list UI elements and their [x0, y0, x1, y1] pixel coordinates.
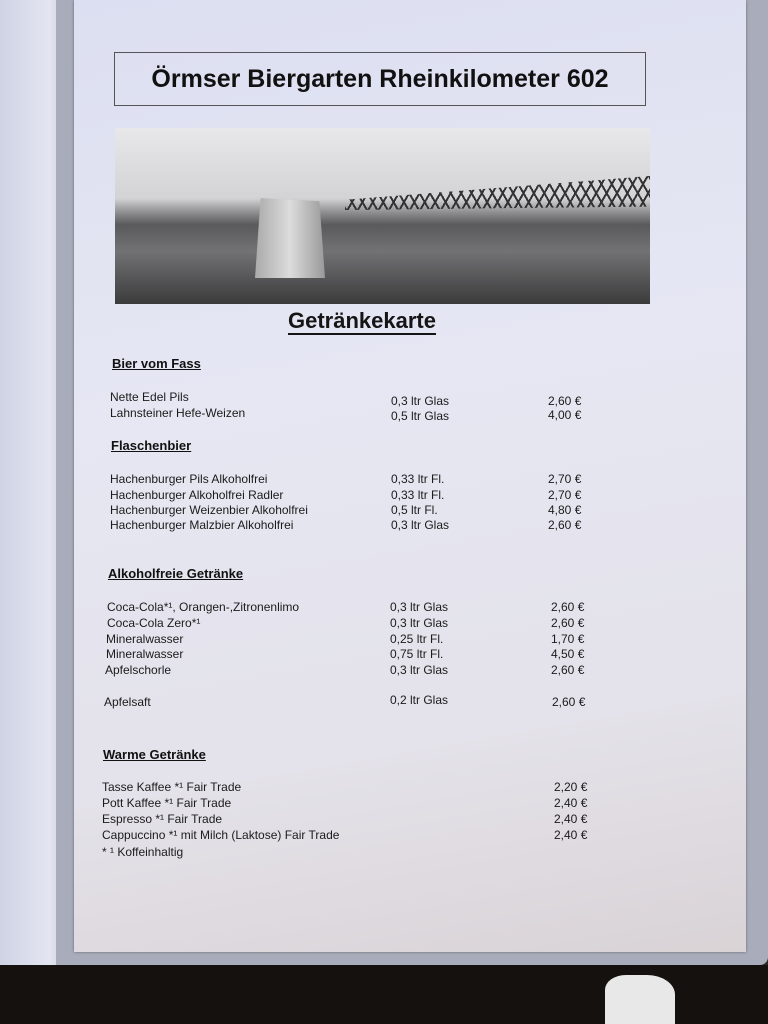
item-size: 0,3 ltr Glas — [390, 663, 449, 677]
item-name: Pott Kaffee *¹ Fair Trade — [102, 796, 232, 810]
item-price: 2,40 € — [554, 828, 588, 842]
item-price: 2,60 € — [548, 518, 582, 532]
menu-item — [0, 472, 768, 488]
item-size: 0,33 ltr Fl. — [391, 472, 445, 486]
item-size: 0,2 ltr Glas — [390, 693, 449, 707]
menu-title: Örmser Biergarten Rheinkilometer 602 — [114, 52, 646, 106]
item-name: Mineralwasser — [106, 632, 184, 646]
item-name: Apfelschorle — [105, 663, 172, 677]
item-price: 2,60 € — [552, 695, 586, 709]
item-price: 4,00 € — [548, 408, 582, 422]
item-price: 2,70 € — [548, 472, 582, 486]
menu-item — [0, 796, 768, 812]
section-heading: Warme Getränke — [103, 747, 206, 762]
menu-item — [0, 695, 768, 711]
item-name: Cappuccino *¹ mit Milch (Laktose) Fair Trade — [102, 828, 340, 842]
napkin — [605, 975, 675, 1024]
item-price: 2,40 € — [554, 812, 588, 826]
item-price: 2,60 € — [551, 616, 585, 630]
item-size: 0,5 ltr Fl. — [391, 503, 438, 517]
menu-item — [0, 632, 768, 648]
menu-item — [0, 488, 768, 504]
item-price: 2,60 € — [548, 394, 582, 408]
menu-item — [0, 647, 768, 663]
item-price: 2,40 € — [554, 796, 588, 810]
bridge-photo — [115, 128, 650, 304]
item-price: 1,70 € — [551, 632, 585, 646]
item-name: Mineralwasser — [106, 647, 184, 661]
item-name: Hachenburger Pils Alkoholfrei — [110, 472, 268, 486]
item-size: 0,3 ltr Glas — [391, 394, 450, 408]
footnote: * ¹ Koffeinhaltig — [102, 845, 184, 859]
item-size: 0,3 ltr Glas — [390, 600, 449, 614]
menu-item — [0, 663, 768, 679]
item-size: 0,5 ltr Glas — [391, 409, 450, 423]
item-name: Hachenburger Weizenbier Alkoholfrei — [110, 503, 308, 517]
bridge-truss — [345, 176, 650, 210]
item-price: 2,60 € — [551, 600, 585, 614]
item-name: Lahnsteiner Hefe-Weizen — [110, 406, 246, 420]
item-name: Hachenburger Alkoholfrei Radler — [110, 488, 284, 502]
menu-item — [0, 812, 768, 828]
menu-item — [0, 503, 768, 519]
item-name: Espresso *¹ Fair Trade — [102, 812, 223, 826]
item-size: 0,25 ltr Fl. — [390, 632, 444, 646]
item-name: Tasse Kaffee *¹ Fair Trade — [102, 780, 242, 794]
menu-item — [0, 780, 768, 796]
item-price: 2,20 € — [554, 780, 588, 794]
menu-subtitle: Getränkekarte — [288, 308, 436, 333]
section-heading: Flaschenbier — [111, 438, 192, 453]
item-name: Coca-Cola Zero*¹ — [107, 616, 201, 630]
item-size: 0,3 ltr Glas — [390, 616, 449, 630]
item-name: Apfelsaft — [104, 695, 151, 709]
item-size: 0,3 ltr Glas — [391, 518, 450, 532]
item-name: Coca-Cola*¹, Orangen-,Zitronenlimo — [107, 600, 300, 614]
menu-item — [0, 390, 768, 406]
menu-item — [0, 406, 768, 422]
section-heading: Bier vom Fass — [112, 356, 201, 371]
item-size: 0,75 ltr Fl. — [390, 647, 444, 661]
item-size: 0,33 ltr Fl. — [391, 488, 445, 502]
item-price: 2,70 € — [548, 488, 582, 502]
menu-item — [0, 518, 768, 534]
item-price: 4,50 € — [551, 647, 585, 661]
item-name: Hachenburger Malzbier Alkoholfrei — [110, 518, 294, 532]
item-price: 2,60 € — [551, 663, 585, 677]
item-price: 4,80 € — [548, 503, 582, 517]
bridge-pier — [255, 198, 325, 278]
menu-item — [0, 616, 768, 632]
item-name: Nette Edel Pils — [110, 390, 189, 404]
section-heading: Alkoholfreie Getränke — [108, 566, 244, 581]
menu-item — [0, 600, 768, 616]
menu-item — [0, 828, 768, 844]
